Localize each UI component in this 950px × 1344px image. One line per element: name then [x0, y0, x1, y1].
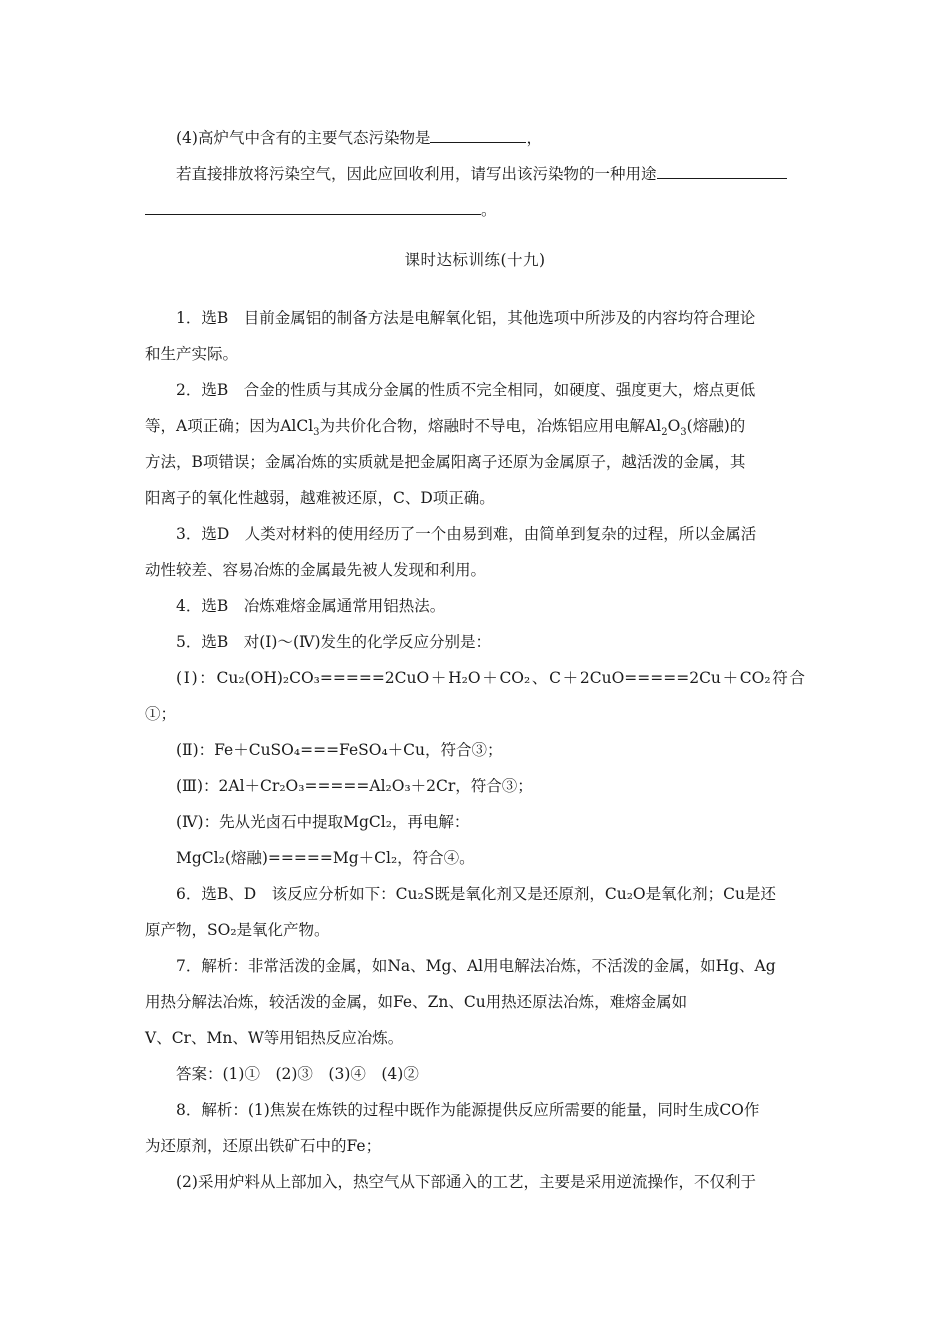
answer-blank-pollutant: [430, 122, 526, 143]
answer-3-line-2: 动性较差、容易冶炼的金属最先被人发现和利用。: [145, 561, 487, 579]
answer-2-text-b: 为共价化合物，熔融时不导电，冶炼铝应用电解Al: [319, 417, 662, 435]
punctuation: ，: [526, 129, 542, 147]
answer-6-line-2: 原产物，SO₂是氧化产物。: [145, 921, 330, 939]
answer-7-line-3: V、Cr、Mn、W等用铝热反应冶炼。: [145, 1029, 404, 1047]
answer-4: 4．选B 冶炼难熔金属通常用铝热法。: [176, 597, 446, 615]
punctuation: 。: [481, 201, 497, 219]
answer-2-text-a: 等，A项正确；因为AlCl: [145, 417, 314, 435]
answer-blank-use-part-2: [145, 194, 481, 215]
answer-2-line-3: 方法，B项错误；金属冶炼的实质就是把金属阳离子还原为金属原子，越活泼的金属，其: [145, 453, 746, 471]
question-4-line-2: [145, 156, 805, 192]
answer-8-line-3: (2)采用炉料从上部加入，热空气从下部通入的工艺，主要是采用逆流操作，不仅利于: [176, 1173, 756, 1191]
answer-5-reaction-3: (Ⅲ)：2Al＋Cr₂O₃=====Al₂O₃＋2Cr，符合③；: [176, 777, 533, 795]
document-page: [145, 120, 805, 1200]
answer-blank-use-part-1: [657, 158, 787, 179]
answer-8-line-2: 为还原剂，还原出铁矿石中的Fe；: [145, 1137, 382, 1155]
answer-6-line-1: 6．选B、D 该反应分析如下：Cu₂S既是氧化剂又是还原剂，Cu₂O是氧化剂；Cu是还: [176, 885, 776, 903]
question-4-line-3: [145, 192, 805, 228]
answer-2-text-c: O: [667, 417, 681, 435]
answer-2-line-1: 2．选B 合金的性质与其成分金属的性质不完全相同，如硬度、强度更大，熔点更低: [176, 381, 756, 399]
answer-2-line-4: 阳离子的氧化性越弱，越难被还原，C、D项正确。: [145, 489, 495, 507]
answer-8-line-1: 8．解析：(1)焦炭在炼铁的过程中既作为能源提供反应所需要的能量，同时生成CO作: [176, 1101, 760, 1119]
answer-5-reaction-5: MgCl₂(熔融)=====Mg＋Cl₂，符合④。: [176, 849, 475, 867]
question-4-prompt: (4)高炉气中含有的主要气态污染物是: [176, 129, 431, 147]
section-title: 课时达标训练(十九): [404, 251, 546, 269]
answer-2-line-2: 等，A项正确；因为AlCl$_3$为共价化合物，熔融时不导电，冶炼铝应用电解$Al_2O_3$(熔融)的: [145, 417, 746, 439]
answer-5-reaction-2: (Ⅱ)：Fe＋CuSO₄===FeSO₄＋Cu，符合③；: [176, 741, 503, 759]
answer-7-line-2: 用热分解法冶炼，较活泼的金属，如Fe、Zn、Cu用热还原法冶炼，难熔金属如: [145, 993, 688, 1011]
answer-7-line-1: 7．解析：非常活泼的金属，如Na、Mg、Al用电解法冶炼，不活泼的金属，如Hg、Ag: [176, 957, 776, 975]
answer-1-line-2: 和生产实际。: [145, 345, 239, 363]
answer-5-reaction-1: (Ⅰ)：Cu₂(OH)₂CO₃=====2CuO＋H₂O＋CO₂、C＋2CuO=====2Cu＋CO₂符合①；: [145, 669, 805, 723]
answer-5-reaction-4: (Ⅳ)：先从光卤石中提取MgCl₂，再电解：: [176, 813, 470, 831]
answer-3-line-1: 3．选D 人类对材料的使用经历了一个由易到难，由简单到复杂的过程，所以金属活: [176, 525, 757, 543]
question-4-line-1: [145, 120, 805, 156]
answer-1-line-1: 1．选B 目前金属铝的制备方法是电解氧化铝，其他选项中所涉及的内容均符合理论: [176, 309, 756, 327]
answer-2-text-d: (熔融)的: [686, 417, 746, 435]
question-4-use-prompt: 若直接排放将污染空气，因此应回收利用，请写出该污染物的一种用途: [176, 165, 657, 183]
answer-7-key: 答案：(1)① (2)③ (3)④ (4)②: [176, 1065, 419, 1083]
answer-5-intro: 5．选B 对(Ⅰ)～(Ⅳ)发生的化学反应分别是：: [176, 633, 492, 651]
